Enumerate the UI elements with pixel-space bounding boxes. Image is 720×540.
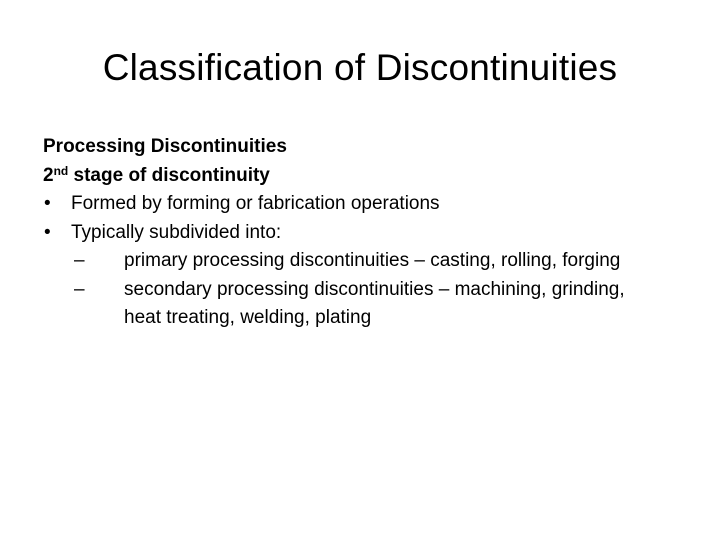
dash-marker: – bbox=[74, 250, 85, 271]
ordinal-superscript: nd bbox=[53, 163, 69, 178]
stage-heading-text: stage of discontinuity bbox=[68, 164, 270, 186]
sub-bullet-item bbox=[43, 247, 644, 276]
bullet-marker: • bbox=[44, 193, 51, 214]
sub-bullet-text: primary processing discontinuities – casting, rolling, forging bbox=[124, 250, 621, 271]
section-heading: Processing Discontinuities bbox=[43, 136, 287, 157]
bullet-marker: • bbox=[44, 221, 51, 243]
slide-body bbox=[43, 133, 683, 333]
bullet-text: Formed by forming or fabrication operations bbox=[71, 193, 440, 214]
sub-bullet-item bbox=[43, 276, 644, 333]
sub-bullet-text: secondary processing discontinuities – machining, grinding, heat treating, welding, plating bbox=[124, 278, 625, 328]
stage-heading bbox=[43, 162, 683, 191]
stage-number: 2 bbox=[43, 164, 54, 186]
slide-title: Classification of Discontinuities bbox=[102, 47, 618, 88]
bullet-text: Typically subdivided into: bbox=[71, 221, 282, 243]
bullet-item bbox=[43, 190, 683, 219]
bullet-item bbox=[43, 219, 683, 248]
dash-marker: – bbox=[74, 278, 85, 300]
